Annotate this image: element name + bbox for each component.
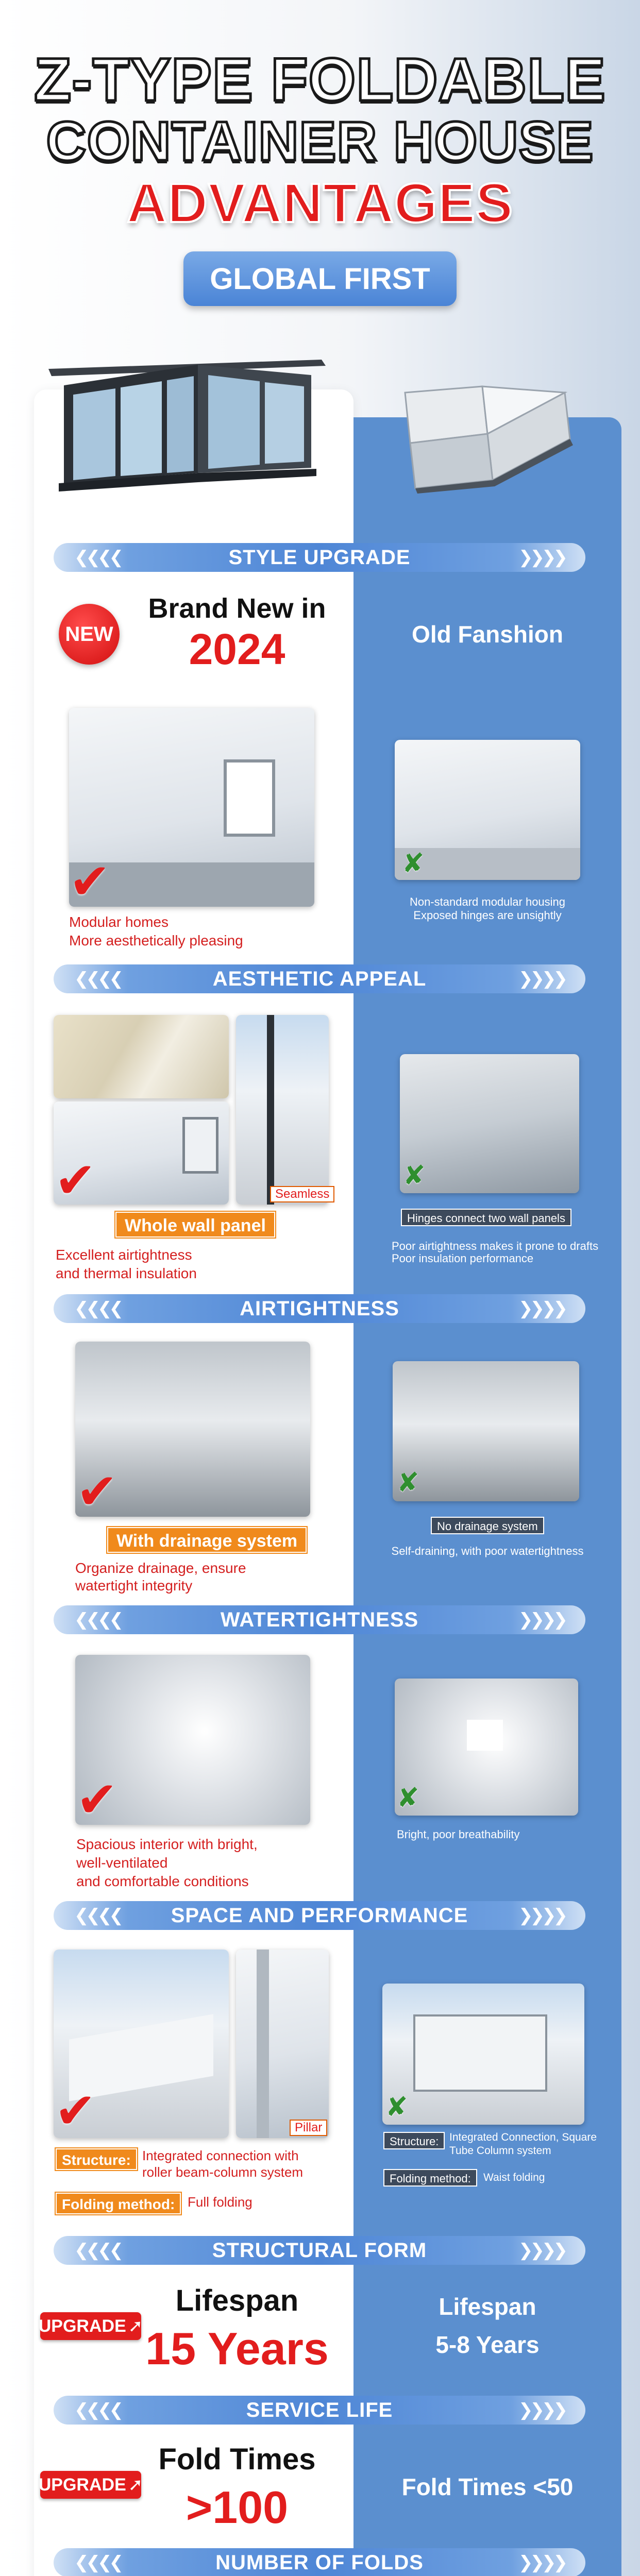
caption-modular-2: More aesthetically pleasing (69, 933, 243, 948)
old-fold-times: Fold Times <50 (401, 2473, 574, 2500)
wall-panel-photo (54, 1015, 229, 1098)
upgrade-badge (40, 2471, 141, 2499)
banner-label: STRUCTURAL FORM (212, 2239, 427, 2262)
brand-new-title: Brand New in (148, 593, 326, 624)
pillar-photo (236, 1950, 329, 2138)
chevron-right-icon: ❯❯❯❯ (518, 548, 565, 567)
x-mark-icon: ✘ (397, 1468, 419, 1498)
caption-drainage-1: Organize drainage, ensure (75, 1560, 246, 1576)
banner-label: WATERTIGHTNESS (220, 1608, 419, 1631)
chevron-left-icon: ❮❮❮❮ (74, 1610, 121, 1630)
chevron-left-icon: ❮❮❮❮ (74, 2553, 121, 2572)
upgrade-arrow-icon: ➚ (128, 2316, 143, 2336)
caption-airtightness-1: Excellent airtightness (56, 1247, 192, 1263)
chevron-left-icon: ❮❮❮❮ (74, 1906, 121, 1925)
x-mark-icon: ✘ (397, 1783, 419, 1813)
right-folding-value: Waist folding (483, 2172, 545, 2183)
banner-structural-form (54, 2236, 585, 2265)
banner-label: AESTHETIC APPEAL (212, 967, 427, 990)
global-first-badge: GLOBAL FIRST (183, 251, 457, 306)
headline-line-3: ADVANTAGES (126, 172, 514, 234)
right-structure-value-2: Tube Column system (449, 2145, 551, 2157)
banner-number-of-folds (54, 2548, 585, 2576)
folding-method-label: Folding method: (56, 2193, 181, 2214)
caption-drafts-1: Poor airtightness makes it prone to drafts (392, 1240, 599, 1252)
caption-self-draining: Self-draining, with poor watertightness (391, 1545, 584, 1557)
banner-service-life (54, 2396, 585, 2425)
chevron-left-icon: ❮❮❮❮ (74, 2241, 121, 2260)
x-mark-icon: ✘ (403, 1161, 426, 1191)
chevron-right-icon: ❯❯❯❯ (518, 1299, 565, 1318)
whole-wall-panel-tag: Whole wall panel (115, 1212, 275, 1238)
chevron-right-icon: ❯❯❯❯ (518, 1610, 565, 1630)
upgrade-label: UPGRADE (38, 2316, 126, 2336)
fold-times-title: Fold Times (158, 2443, 316, 2476)
upgrade-badge (40, 2312, 141, 2340)
x-mark-icon: ✘ (402, 849, 425, 878)
fold-times-value: >100 (186, 2482, 289, 2533)
chevron-left-icon: ❮❮❮❮ (74, 1299, 121, 1318)
right-folding-label: Folding method: (383, 2169, 477, 2187)
open-roof-house-illustration (43, 354, 332, 494)
new-badge: NEW (59, 604, 120, 665)
old-fashion-title: Old Fanshion (412, 621, 563, 648)
no-drainage-roof-photo (393, 1361, 579, 1501)
check-icon: ✔ (76, 1464, 118, 1519)
caption-nonstandard-1: Non-standard modular housing (409, 895, 566, 908)
folded-house-illustration (395, 382, 580, 496)
caption-modular-1: Modular homes (69, 914, 169, 930)
waist-folding-photo (382, 1984, 584, 2125)
banner-space-performance (54, 1901, 585, 1930)
folding-method-value: Full folding (188, 2194, 252, 2210)
poor-breathability-photo (395, 1679, 578, 1816)
headline-line-2: CONTAINER HOUSE (46, 110, 594, 172)
check-icon: ✔ (69, 854, 111, 909)
caption-interior-1: Spacious interior with bright, (76, 1836, 258, 1852)
check-icon: ✔ (76, 1772, 118, 1827)
caption-drainage-2: watertight integrity (75, 1578, 193, 1594)
banner-style-upgrade (54, 543, 585, 572)
seamless-tag: Seamless (270, 1186, 334, 1202)
x-mark-icon: ✘ (385, 2092, 408, 2122)
no-drainage-tag: No drainage system (431, 1517, 544, 1534)
chevron-right-icon: ❯❯❯❯ (518, 2400, 565, 2420)
banner-airtightness (54, 1294, 585, 1323)
right-structure-label: Structure: (383, 2132, 445, 2149)
seamless-joint-photo (236, 1015, 329, 1205)
banner-aesthetic-appeal (54, 964, 585, 993)
check-icon: ✔ (55, 2083, 96, 2139)
chevron-right-icon: ❯❯❯❯ (518, 2241, 565, 2260)
chevron-right-icon: ❯❯❯❯ (518, 1906, 565, 1925)
hinged-panel-photo (400, 1054, 579, 1193)
banner-label: SPACE AND PERFORMANCE (171, 1904, 468, 1927)
structure-value-2: roller beam-column system (142, 2164, 304, 2180)
lifespan-title: Lifespan (175, 2284, 299, 2317)
structure-label: Structure: (56, 2148, 137, 2170)
old-lifespan-value: 5-8 Years (435, 2331, 540, 2358)
caption-nonstandard-2: Exposed hinges are unsightly (413, 909, 562, 922)
caption-breathability: Bright, poor breathability (397, 1828, 520, 1841)
structure-value-1: Integrated connection with (142, 2148, 299, 2163)
chevron-left-icon: ❮❮❮❮ (74, 2400, 121, 2420)
check-icon: ✔ (55, 1153, 96, 1208)
chevron-right-icon: ❯❯❯❯ (518, 969, 565, 989)
lifespan-value: 15 Years (145, 2323, 329, 2374)
old-lifespan-title: Lifespan (439, 2293, 536, 2320)
chevron-left-icon: ❮❮❮❮ (74, 969, 121, 989)
banner-label: AIRTIGHTNESS (240, 1297, 399, 1320)
headline-line-1: Z-TYPE FOLDABLE (34, 46, 606, 114)
caption-airtightness-2: and thermal insulation (56, 1265, 197, 1281)
banner-label: SERVICE LIFE (246, 2398, 393, 2421)
chevron-left-icon: ❮❮❮❮ (74, 548, 121, 567)
pillar-tag: Pillar (290, 2120, 327, 2136)
hinges-tag: Hinges connect two wall panels (401, 1209, 571, 1226)
right-structure-value-1: Integrated Connection, Square (449, 2131, 597, 2143)
upgrade-arrow-icon: ➚ (128, 2475, 143, 2495)
caption-interior-2: well-ventilated (76, 1855, 168, 1871)
caption-interior-3: and comfortable conditions (76, 1873, 249, 1889)
banner-watertightness (54, 1605, 585, 1634)
brand-new-year: 2024 (189, 625, 285, 673)
banner-label: STYLE UPGRADE (228, 546, 411, 569)
upgrade-label: UPGRADE (38, 2475, 126, 2495)
drainage-system-tag: With drainage system (107, 1527, 307, 1553)
chevron-right-icon: ❯❯❯❯ (518, 2553, 565, 2572)
banner-label: NUMBER OF FOLDS (215, 2551, 424, 2574)
caption-drafts-2: Poor insulation performance (392, 1252, 534, 1265)
